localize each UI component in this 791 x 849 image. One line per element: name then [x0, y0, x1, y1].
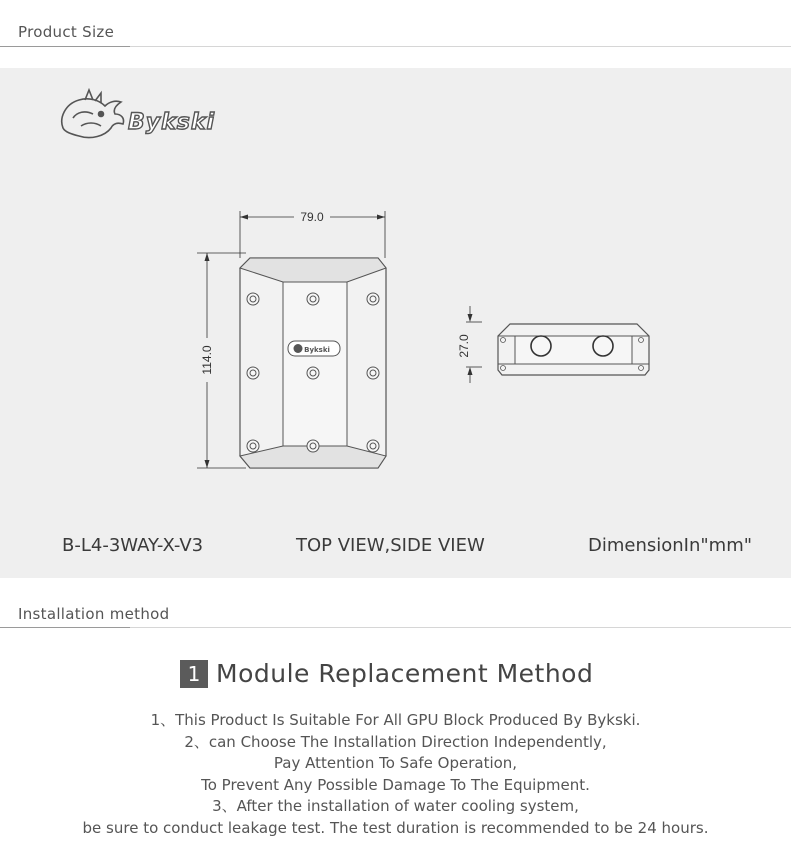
instruction-line: To Prevent Any Possible Damage To The Equipment. — [201, 775, 590, 794]
instruction-line: 1、This Product Is Suitable For All GPU Block Produced By Bykski. — [150, 711, 641, 729]
product-size-title: Product Size — [18, 23, 115, 41]
instruction-list — [0, 710, 791, 839]
side-view — [457, 306, 649, 383]
instruction-line: 3、After the installation of water cooling system, — [212, 797, 579, 815]
model-caption: B-L4-3WAY-X-V3 — [62, 535, 204, 556]
installation-title: Installation method — [18, 605, 170, 623]
installation-divider — [0, 627, 791, 628]
views-caption: TOP VIEW,SIDE VIEW — [296, 535, 485, 556]
top-view — [197, 210, 386, 468]
instruction-line: Pay Attention To Safe Operation, — [273, 754, 518, 772]
height-dimension-label: 114.0 — [200, 345, 214, 375]
width-dimension-label: 79.0 — [300, 210, 324, 224]
side-height-dimension-label: 27.0 — [457, 334, 471, 358]
bykski-logo-text: Bykski — [128, 110, 216, 135]
step-title: Module Replacement Method — [216, 659, 594, 688]
badge-logo-text: Bykski — [304, 346, 330, 354]
unit-caption: DimensionIn"mm" — [588, 535, 753, 556]
instruction-line: 2、can Choose The Installation Direction Independently, — [184, 732, 607, 751]
instruction-line: be sure to conduct leakage test. The test duration is recommended to be 24 hours. — [82, 818, 709, 837]
step-number-badge: 1 — [180, 660, 208, 688]
